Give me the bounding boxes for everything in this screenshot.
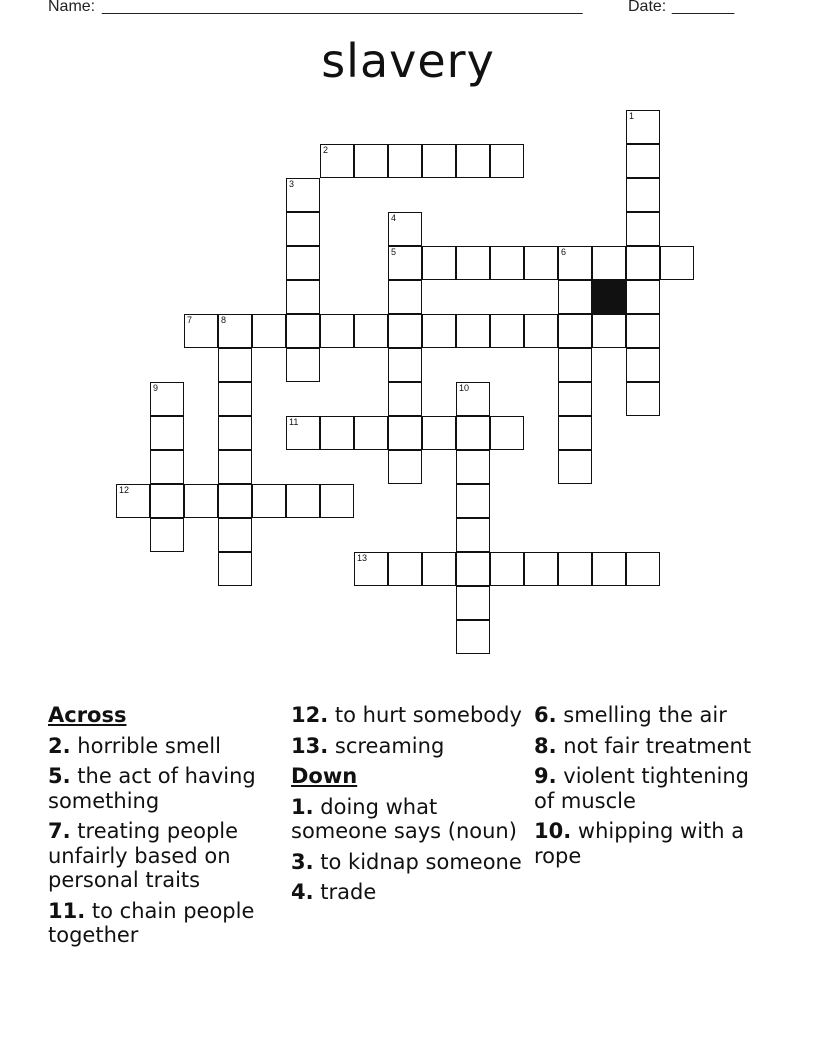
crossword-cell[interactable] bbox=[218, 484, 252, 518]
crossword-cell[interactable] bbox=[558, 348, 592, 382]
crossword-cell[interactable] bbox=[286, 484, 320, 518]
page-title: slavery bbox=[321, 34, 495, 88]
crossword-cell[interactable] bbox=[558, 382, 592, 416]
cell-number: 7 bbox=[187, 315, 193, 325]
across-heading: Across bbox=[48, 703, 127, 727]
clue-down-6: 6. smelling the air bbox=[534, 703, 727, 727]
crossword-cell[interactable] bbox=[456, 552, 490, 586]
crossword-cell[interactable] bbox=[592, 552, 626, 586]
crossword-cell[interactable] bbox=[456, 518, 490, 552]
crossword-cell[interactable] bbox=[456, 620, 490, 654]
crossword-cell[interactable] bbox=[286, 416, 320, 450]
crossword-cell[interactable] bbox=[422, 144, 456, 178]
crossword-cell[interactable] bbox=[218, 450, 252, 484]
name-label: Name: bbox=[48, 0, 96, 15]
cell-number: 4 bbox=[391, 213, 397, 223]
crossword-cell[interactable] bbox=[388, 450, 422, 484]
crossword-cell[interactable] bbox=[150, 416, 184, 450]
cell-number: 3 bbox=[289, 179, 295, 189]
clue-down-1: 1. doing what someone says (noun) bbox=[291, 794, 517, 843]
crossword-cell[interactable] bbox=[558, 450, 592, 484]
crossword-cell[interactable] bbox=[626, 348, 660, 382]
crossword-cell[interactable] bbox=[388, 246, 422, 280]
crossword-cell[interactable] bbox=[558, 552, 592, 586]
cell-number: 13 bbox=[357, 553, 368, 563]
crossword-cell[interactable] bbox=[456, 484, 490, 518]
crossword-cell[interactable] bbox=[218, 552, 252, 586]
crossword-cell[interactable] bbox=[388, 382, 422, 416]
crossword-cell[interactable] bbox=[490, 552, 524, 586]
crossword-cell[interactable] bbox=[354, 416, 388, 450]
crossword-blocked-cell bbox=[592, 280, 626, 314]
cell-number: 6 bbox=[561, 247, 567, 257]
clue-down-10: 10. whipping with a rope bbox=[534, 819, 745, 868]
crossword-cell[interactable] bbox=[218, 314, 252, 348]
crossword-cell[interactable] bbox=[218, 348, 252, 382]
cell-number: 1 bbox=[629, 111, 635, 121]
crossword-cell[interactable] bbox=[150, 450, 184, 484]
crossword-cell[interactable] bbox=[218, 416, 252, 450]
crossword-cell[interactable] bbox=[286, 212, 320, 246]
crossword-cell[interactable] bbox=[388, 552, 422, 586]
crossword-cell[interactable] bbox=[218, 382, 252, 416]
clue-down-8: 8. not fair treatment bbox=[534, 733, 752, 758]
crossword-cell[interactable] bbox=[456, 144, 490, 178]
crossword-cell[interactable] bbox=[558, 280, 592, 314]
crossword-cell[interactable] bbox=[422, 552, 456, 586]
crossword-cell[interactable] bbox=[592, 246, 626, 280]
clue-across-5: 5. the act of having something bbox=[48, 764, 256, 813]
crossword-cell[interactable] bbox=[252, 484, 286, 518]
crossword-cell[interactable] bbox=[388, 212, 422, 246]
crossword-cell[interactable] bbox=[558, 246, 592, 280]
name-field-line[interactable]: ______________________________________________________ bbox=[102, 0, 583, 15]
crossword-cell[interactable] bbox=[422, 416, 456, 450]
clues-column-3 bbox=[534, 703, 774, 874]
crossword-cell[interactable] bbox=[218, 518, 252, 552]
crossword-cell[interactable] bbox=[184, 484, 218, 518]
crossword-cell[interactable] bbox=[626, 246, 660, 280]
crossword-cell[interactable] bbox=[286, 246, 320, 280]
clue-across-13: 13. screaming bbox=[291, 733, 445, 758]
crossword-cell[interactable] bbox=[286, 280, 320, 314]
crossword-cell[interactable] bbox=[456, 246, 490, 280]
crossword-cell[interactable] bbox=[626, 110, 660, 144]
crossword-cell[interactable] bbox=[592, 314, 626, 348]
crossword-cell[interactable] bbox=[286, 314, 320, 348]
crossword-cell[interactable] bbox=[116, 484, 150, 518]
crossword-cell[interactable] bbox=[626, 382, 660, 416]
crossword-cell[interactable] bbox=[422, 314, 456, 348]
crossword-cell[interactable] bbox=[490, 144, 524, 178]
crossword-cell[interactable] bbox=[388, 144, 422, 178]
crossword-cell[interactable] bbox=[422, 246, 456, 280]
crossword-cell[interactable] bbox=[456, 416, 490, 450]
crossword-cell[interactable] bbox=[320, 144, 354, 178]
clue-across-2: 2. horrible smell bbox=[48, 733, 221, 758]
clue-across-12: 12. to hurt somebody bbox=[291, 703, 522, 727]
crossword-cell[interactable] bbox=[626, 280, 660, 314]
clues-column-1 bbox=[48, 703, 283, 954]
crossword-cell[interactable] bbox=[626, 144, 660, 178]
cell-number: 12 bbox=[119, 485, 130, 495]
crossword-cell[interactable] bbox=[354, 552, 388, 586]
crossword-cell[interactable] bbox=[184, 314, 218, 348]
crossword-cell[interactable] bbox=[320, 484, 354, 518]
crossword-cell[interactable] bbox=[524, 246, 558, 280]
crossword-cell[interactable] bbox=[320, 416, 354, 450]
crossword-cell[interactable] bbox=[150, 518, 184, 552]
crossword-cell[interactable] bbox=[490, 314, 524, 348]
crossword-cell[interactable] bbox=[558, 416, 592, 450]
crossword-cell[interactable] bbox=[626, 314, 660, 348]
clue-across-11: 11. to chain people together bbox=[48, 898, 255, 947]
down-heading: Down bbox=[291, 764, 358, 788]
cell-number: 8 bbox=[221, 315, 227, 325]
crossword-cell[interactable] bbox=[626, 552, 660, 586]
cell-number: 11 bbox=[289, 417, 299, 427]
cell-number: 9 bbox=[153, 383, 159, 393]
crossword-cell[interactable] bbox=[286, 178, 320, 212]
crossword-cell[interactable] bbox=[626, 178, 660, 212]
crossword-cell[interactable] bbox=[490, 416, 524, 450]
clue-across-7: 7. treating people unfairly based on personal traits bbox=[48, 819, 239, 892]
crossword-cell[interactable] bbox=[320, 314, 354, 348]
date-field-line[interactable]: _______ bbox=[672, 0, 735, 15]
crossword-cell[interactable] bbox=[150, 382, 184, 416]
crossword-cell[interactable] bbox=[388, 416, 422, 450]
clue-down-4: 4. trade bbox=[291, 880, 377, 904]
cell-number: 2 bbox=[323, 145, 329, 155]
crossword-cell[interactable] bbox=[524, 314, 558, 348]
crossword-cell[interactable] bbox=[388, 314, 422, 348]
crossword-cell[interactable] bbox=[388, 280, 422, 314]
clue-down-3: 3. to kidnap someone bbox=[291, 849, 522, 874]
cell-number: 5 bbox=[391, 247, 397, 257]
crossword-cell[interactable] bbox=[660, 246, 694, 280]
crossword-cell[interactable] bbox=[456, 382, 490, 416]
crossword-cell[interactable] bbox=[354, 314, 388, 348]
crossword-cell[interactable] bbox=[626, 212, 660, 246]
crossword-cell[interactable] bbox=[252, 314, 286, 348]
crossword-cell[interactable] bbox=[558, 314, 592, 348]
crossword-cell[interactable] bbox=[524, 552, 558, 586]
crossword-cell[interactable] bbox=[286, 348, 320, 382]
clue-down-9: 9. violent tightening of muscle bbox=[534, 764, 750, 813]
crossword-cell[interactable] bbox=[388, 348, 422, 382]
crossword-cell[interactable] bbox=[456, 586, 490, 620]
crossword-cell[interactable] bbox=[490, 246, 524, 280]
crossword-cell[interactable] bbox=[150, 484, 184, 518]
crossword-cell[interactable] bbox=[456, 450, 490, 484]
cell-number: 10 bbox=[459, 383, 470, 393]
date-label: Date: bbox=[628, 0, 667, 15]
crossword-cell[interactable] bbox=[456, 314, 490, 348]
clues-column-2 bbox=[291, 703, 531, 911]
crossword-cell[interactable] bbox=[354, 144, 388, 178]
